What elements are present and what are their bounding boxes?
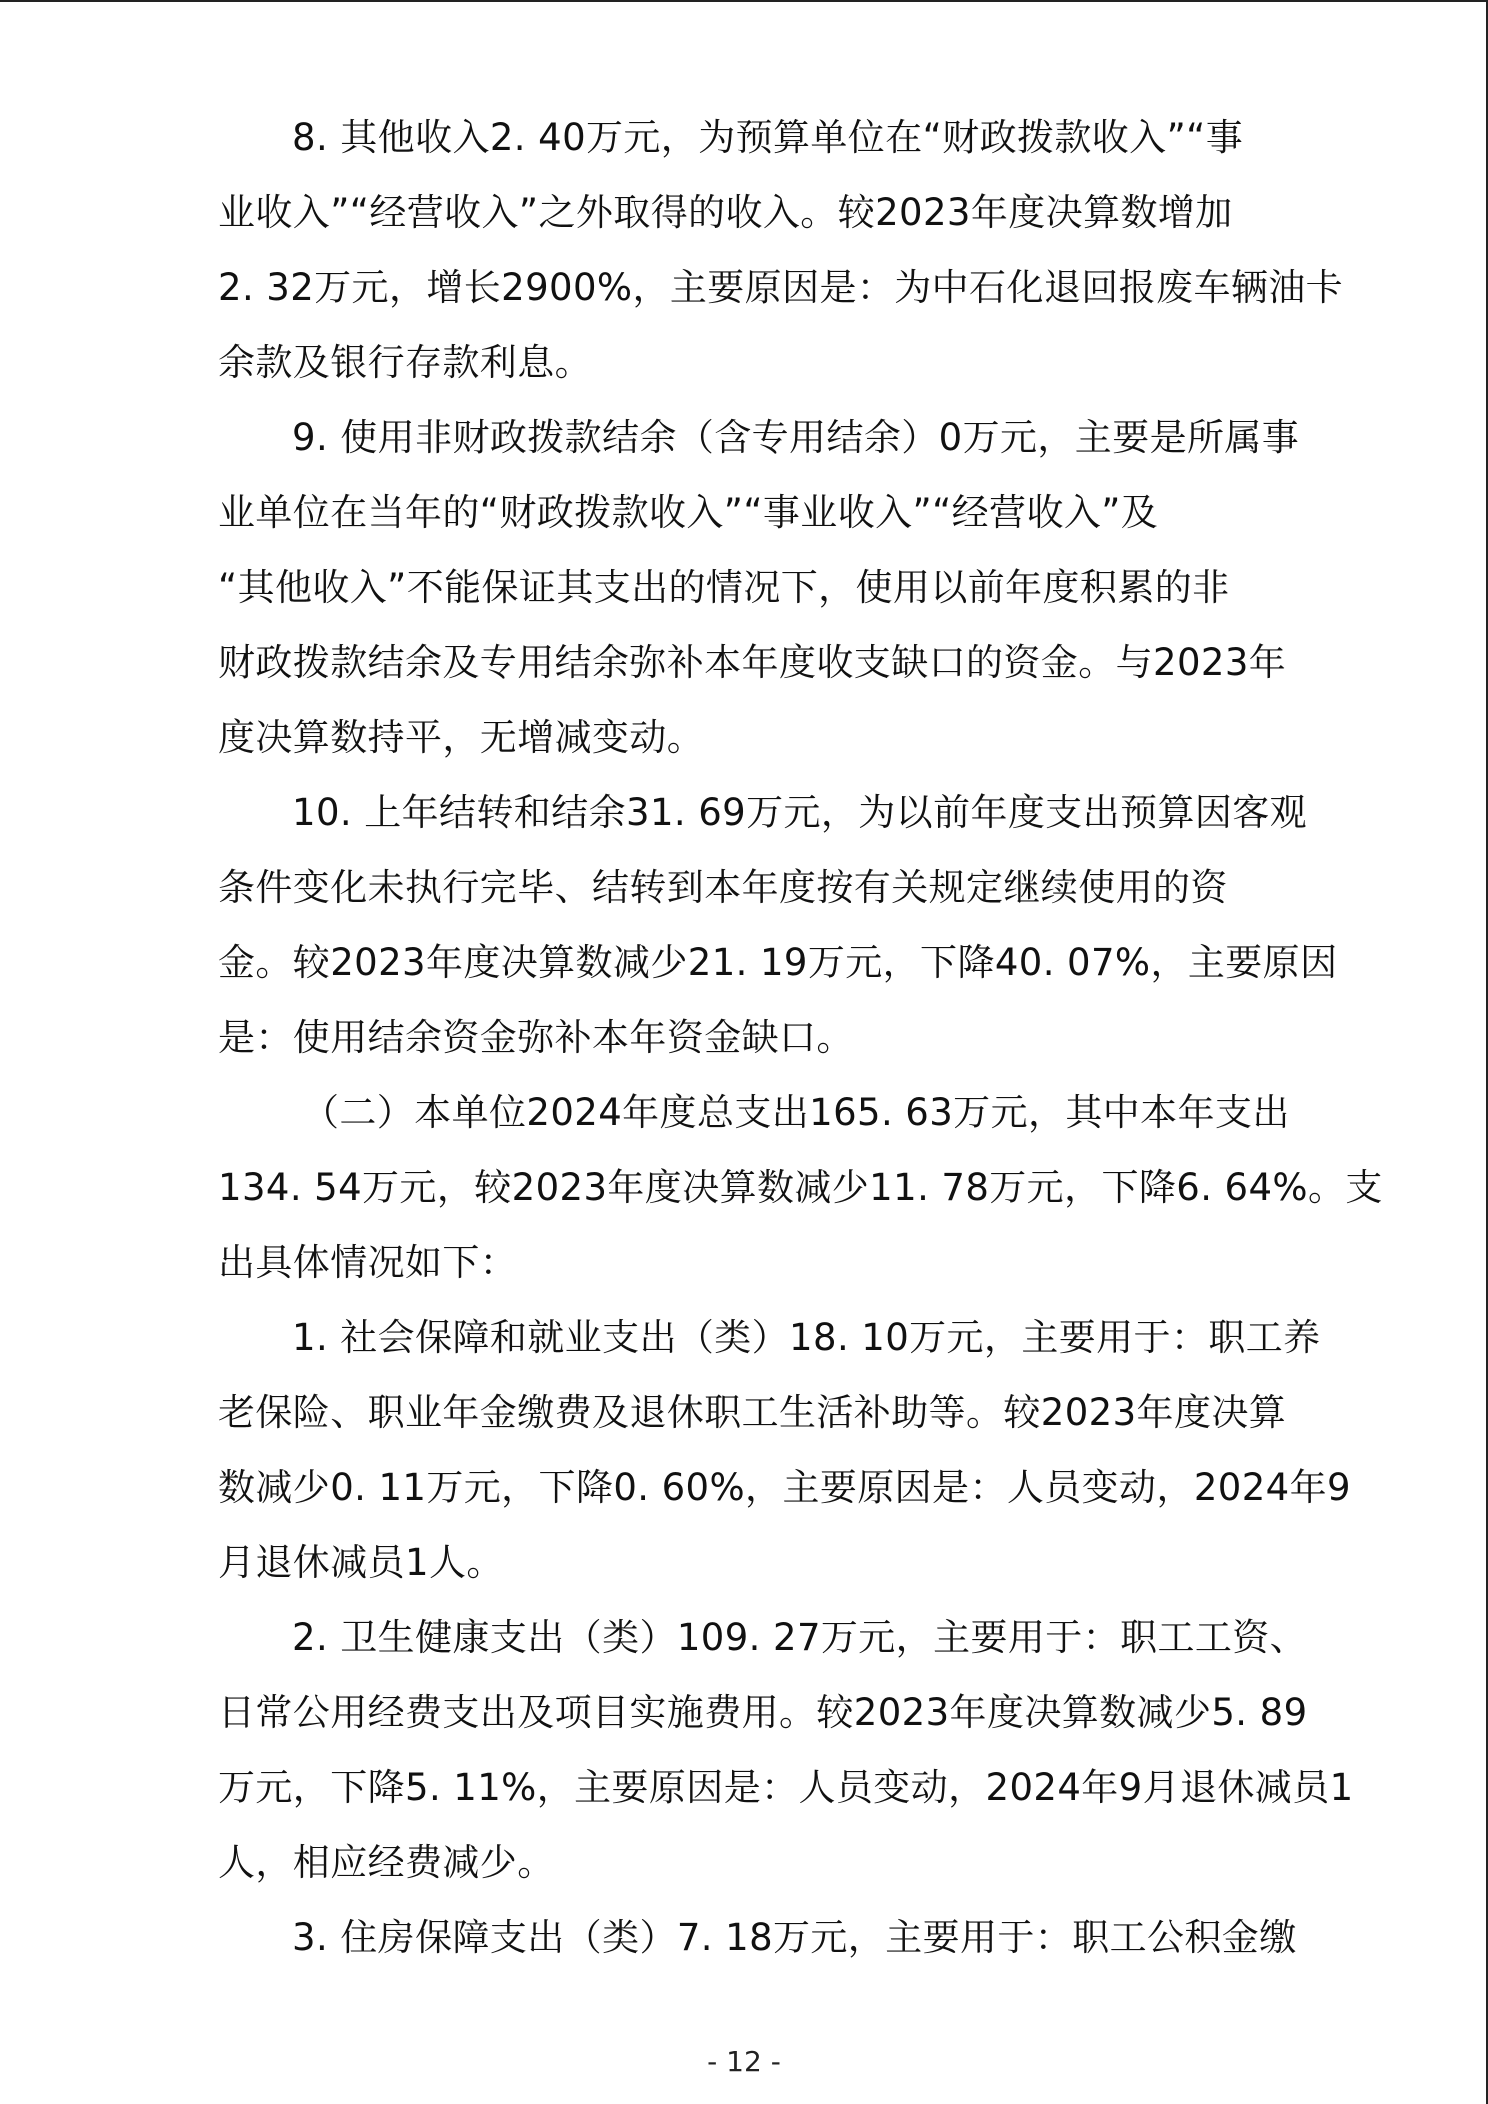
text-line: 9. 使用非财政拨款结余（含专用结余）0万元，主要是所属事 [292,416,1300,459]
text-line: 财政拨款结余及专用结余弥补本年度收支缺口的资金。与2023年 [218,641,1287,684]
text-line: 业单位在当年的“财政拨款收入”“事业收入”“经营收入”及 [218,491,1159,534]
text-line: 业收入”“经营收入”之外取得的收入。较2023年度决算数增加 [218,191,1233,234]
page-number: - 12 - [707,2045,781,2078]
text-line: 2. 32万元，增长2900%，主要原因是：为中石化退回报废车辆油卡 [218,266,1344,309]
paragraph-non-fiscal-balance [218,400,1300,775]
text-line: 3. 住房保障支出（类）7. 18万元，主要用于：职工公积金缴 [292,1916,1297,1959]
text-line: 日常公用经费支出及项目实施费用。较2023年度决算数减少5. 89 [218,1691,1308,1734]
text-line: 是：使用结余资金弥补本年资金缺口。 [218,1016,854,1059]
text-line: 余款及银行存款利息。 [218,341,592,384]
page-top-border [0,0,1488,2]
text-line: 人，相应经费减少。 [218,1841,555,1884]
text-line: 2. 卫生健康支出（类）109. 27万元，主要用于：职工工资、 [292,1616,1308,1659]
paragraph-other-income [218,100,1344,400]
text-line: 老保险、职业年金缴费及退休职工生活补助等。较2023年度决算 [218,1391,1287,1434]
text-line: 条件变化未执行完毕、结转到本年度按有关规定继续使用的资 [218,866,1228,909]
text-line: “其他收入”不能保证其支出的情况下，使用以前年度积累的非 [218,566,1230,609]
text-line: 出具体情况如下： [218,1241,518,1284]
paragraph-social-security-expense [218,1300,1351,1600]
text-line: 度决算数持平，无增减变动。 [218,716,705,759]
paragraph-health-expense [218,1600,1354,1900]
text-line: 8. 其他收入2. 40万元，为预算单位在“财政拨款收入”“事 [292,116,1244,159]
text-line: 134. 54万元，较2023年度决算数减少11. 78万元，下降6. 64%。支 [218,1166,1383,1209]
text-line: 10. 上年结转和结余31. 69万元，为以前年度支出预算因客观 [292,791,1308,834]
text-line: 金。较2023年度决算数减少21. 19万元，下降40. 07%，主要原因 [218,941,1338,984]
section-heading-total-expenditure [218,1075,1383,1300]
text-line: （二）本单位2024年度总支出165. 63万元，其中本年支出 [302,1091,1290,1134]
document-body [218,100,1383,1975]
text-line: 数减少0. 11万元，下降0. 60%，主要原因是：人员变动，2024年9 [218,1466,1351,1509]
text-line: 月退休减员1人。 [218,1541,504,1584]
paragraph-carryover-balance [218,775,1338,1075]
text-line: 1. 社会保障和就业支出（类）18. 10万元，主要用于：职工养 [292,1316,1321,1359]
paragraph-housing-expense [218,1900,1297,1975]
text-line: 万元，下降5. 11%，主要原因是：人员变动，2024年9月退休减员1 [218,1766,1354,1809]
